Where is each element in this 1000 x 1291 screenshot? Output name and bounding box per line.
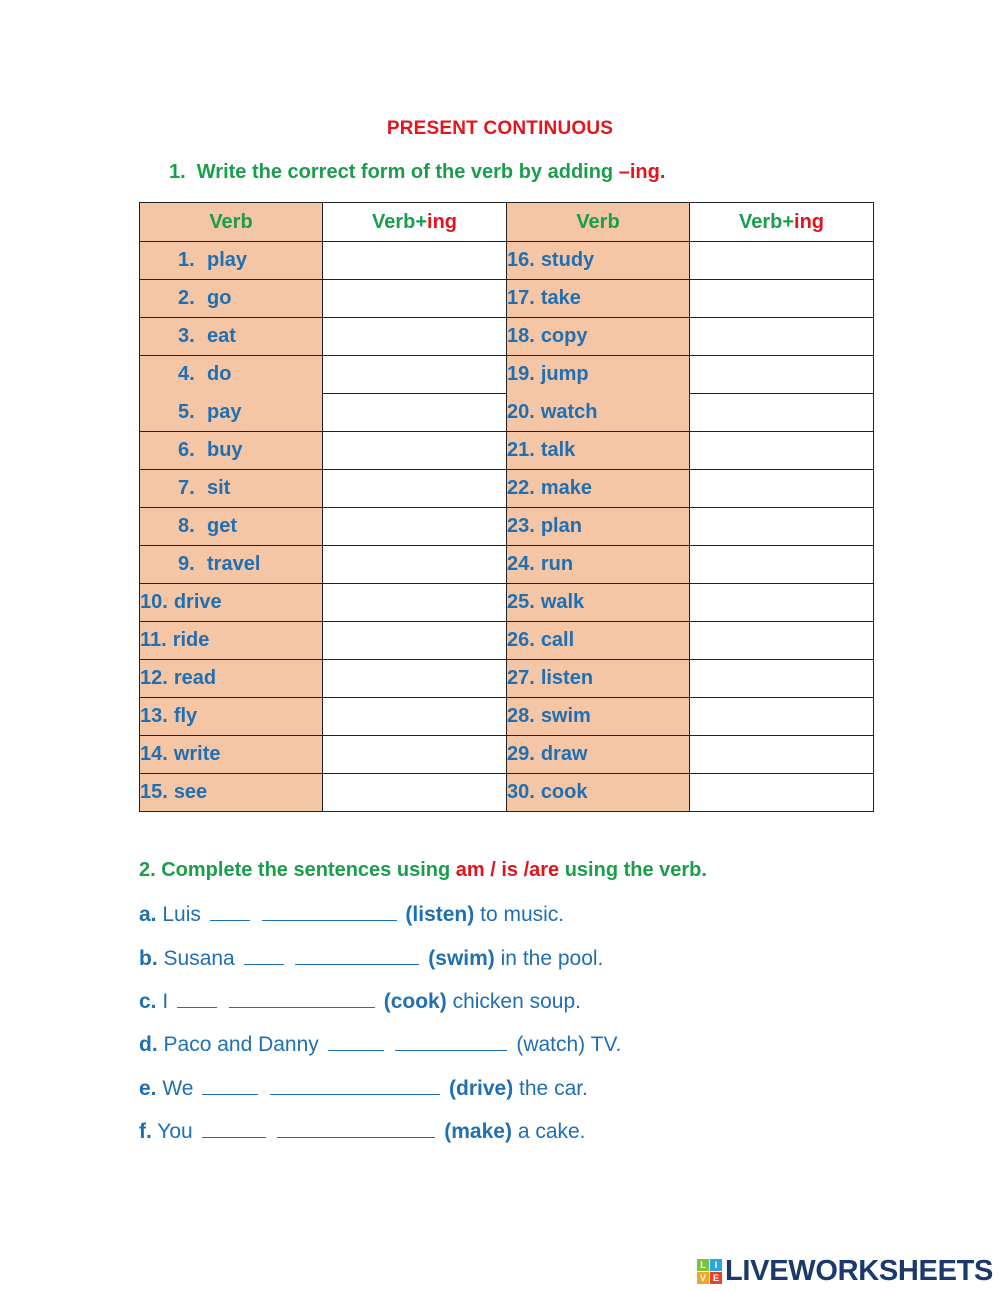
header-verbing-right: [690, 203, 874, 242]
verb-ing-input[interactable]: [690, 774, 873, 811]
verb-ing-input[interactable]: [323, 242, 506, 279]
verb-word: read: [173, 667, 217, 689]
answer-cell: [690, 470, 874, 508]
verb-word: watch: [540, 400, 598, 423]
sentence-letter: d.: [139, 1033, 158, 1056]
answer-cell: [323, 318, 507, 356]
sentence-letter: f.: [139, 1120, 152, 1143]
verb-ing-input[interactable]: [690, 470, 873, 507]
verb-number: 8.: [178, 515, 195, 537]
sentence-subject: We: [162, 1077, 194, 1100]
answer-cell: [690, 546, 874, 584]
verb-number: 17.: [507, 287, 535, 309]
verb-word: get: [207, 515, 237, 537]
verb-ing-input[interactable]: [690, 318, 873, 355]
sentence-letter: e.: [139, 1077, 157, 1100]
aux-blank-input[interactable]: [210, 902, 250, 921]
verb-number: 10.: [140, 591, 168, 613]
answer-cell: [690, 280, 874, 318]
verb-cell: [140, 356, 323, 394]
answer-cell: [690, 622, 874, 660]
verb-word: write: [173, 743, 221, 765]
sentence-rest: a cake.: [517, 1120, 586, 1143]
verb-hint: (listen): [405, 903, 475, 926]
answer-cell: [323, 356, 507, 394]
verb-cell: [140, 242, 323, 280]
answer-cell: [323, 242, 507, 280]
verb-number: 9.: [178, 553, 195, 575]
answer-cell: [323, 546, 507, 584]
verb-number: 7.: [178, 477, 195, 499]
answer-cell: [690, 318, 874, 356]
verb-ing-input[interactable]: [690, 660, 873, 697]
table-row: [140, 318, 874, 356]
verb-word: drive: [173, 591, 222, 613]
answer-cell: [323, 774, 507, 812]
verb-blank-input[interactable]: [229, 989, 375, 1008]
answer-cell: [690, 356, 874, 394]
verb-ing-input[interactable]: [690, 394, 873, 431]
sentence-item: [139, 946, 603, 971]
section2-instruction: [139, 859, 707, 882]
verb-ing-input[interactable]: [323, 432, 506, 469]
table-row: [140, 546, 874, 584]
verb-number: 13.: [140, 705, 168, 727]
verb-number: 5.: [178, 400, 195, 423]
verb-word: cook: [540, 781, 588, 803]
header-label: Verb: [576, 210, 620, 233]
table-row: [140, 584, 874, 622]
verb-hint: (drive): [449, 1077, 514, 1100]
verb-ing-input[interactable]: [690, 356, 873, 393]
verb-cell: [507, 242, 690, 280]
verb-number: 18.: [507, 325, 535, 347]
logo-letter-v: V: [697, 1272, 709, 1284]
liveworksheets-logo: [697, 1255, 993, 1288]
table-row: [140, 774, 874, 812]
header-verb-right: [507, 203, 690, 242]
verb-number: 11.: [140, 629, 167, 651]
sentence-item: [139, 902, 564, 927]
aux-blank-input[interactable]: [328, 1032, 384, 1051]
table-row: [140, 508, 874, 546]
sentence-subject: I: [162, 990, 169, 1013]
header-verbing-left: [323, 203, 507, 242]
answer-cell: [690, 584, 874, 622]
answer-cell: [690, 660, 874, 698]
verb-number: 12.: [140, 667, 168, 689]
verb-number: 21.: [507, 439, 535, 461]
answer-cell: [690, 394, 874, 432]
header-label: Verb+: [738, 210, 795, 233]
header-suffix: ing: [427, 210, 458, 233]
verb-cell: [507, 508, 690, 546]
sentence-subject: Paco and Danny: [163, 1033, 319, 1056]
verb-cell: [140, 280, 323, 318]
verb-ing-input[interactable]: [323, 508, 506, 545]
verb-ing-input[interactable]: [323, 356, 506, 393]
table-row: [140, 698, 874, 736]
instruction-period: .: [659, 161, 666, 183]
answer-cell: [323, 394, 507, 432]
verb-cell: [140, 736, 323, 774]
answer-cell: [323, 584, 507, 622]
verb-number: 25.: [507, 591, 535, 613]
sentence-subject: Susana: [163, 947, 235, 970]
verb-cell: [507, 356, 690, 394]
verb-ing-input[interactable]: [690, 280, 873, 317]
verb-number: 20.: [507, 400, 535, 423]
answer-cell: [323, 508, 507, 546]
answer-cell: [690, 432, 874, 470]
sentence-item: [139, 989, 581, 1014]
verb-word: call: [540, 629, 575, 651]
verb-blank-input[interactable]: [262, 902, 397, 921]
verb-cell: [140, 470, 323, 508]
table-row: [140, 736, 874, 774]
table-row: [140, 660, 874, 698]
verb-cell: [140, 432, 323, 470]
verb-cell: [507, 394, 690, 432]
logo-text: LIVEWORKSHEETS: [725, 1255, 994, 1287]
verb-cell: [507, 470, 690, 508]
sentence-item: [139, 1119, 586, 1144]
sentence-letter: c.: [139, 990, 157, 1013]
answer-cell: [690, 774, 874, 812]
verb-word: plan: [540, 515, 582, 537]
verb-cell: [507, 774, 690, 812]
verb-blank-input[interactable]: [277, 1119, 435, 1138]
sentence-letter: b.: [139, 947, 158, 970]
answer-cell: [690, 736, 874, 774]
verb-number: 1.: [178, 249, 195, 271]
verb-word: pay: [207, 400, 242, 423]
verb-blank-input[interactable]: [395, 1032, 507, 1051]
page-title: PRESENT CONTINUOUS: [386, 118, 614, 139]
verb-ing-input[interactable]: [323, 698, 506, 735]
aux-blank-input[interactable]: [244, 946, 284, 965]
table-row: [140, 432, 874, 470]
answer-cell: [323, 280, 507, 318]
verb-ing-input[interactable]: [690, 242, 873, 279]
verb-number: 22.: [507, 477, 535, 499]
verb-word: see: [173, 781, 208, 803]
verb-ing-input[interactable]: [690, 508, 873, 545]
verb-number: 23.: [507, 515, 535, 537]
verb-cell: [140, 546, 323, 584]
sentence-letter: a.: [139, 903, 157, 926]
verb-word: do: [207, 363, 232, 386]
verb-number: 14.: [140, 743, 168, 765]
verb-cell: [507, 736, 690, 774]
table-row: [140, 470, 874, 508]
verb-cell: [140, 394, 323, 432]
verb-word: make: [540, 477, 592, 499]
verb-word: go: [207, 287, 232, 309]
verb-cell: [507, 622, 690, 660]
verb-cell: [140, 660, 323, 698]
verb-word: play: [207, 249, 248, 271]
answer-cell: [323, 698, 507, 736]
instruction-text: 1. Write the correct form of the verb by adding: [169, 161, 619, 183]
logo-letter-e: E: [710, 1272, 722, 1284]
answer-cell: [690, 508, 874, 546]
verb-hint: (cook): [383, 990, 447, 1013]
verb-table: [139, 202, 874, 812]
verb-blank-input[interactable]: [270, 1076, 440, 1095]
verb-hint: (swim): [428, 947, 495, 970]
verb-ing-input[interactable]: [690, 546, 873, 583]
sentence-item: [139, 1032, 621, 1057]
verb-cell: [507, 584, 690, 622]
verb-ing-input[interactable]: [690, 736, 873, 773]
instruction-highlight: am / is /are: [455, 859, 560, 881]
verb-word: ride: [172, 629, 210, 651]
verb-word: jump: [540, 363, 589, 386]
verb-cell: [140, 698, 323, 736]
verb-number: 19.: [507, 363, 535, 386]
answer-cell: [690, 698, 874, 736]
verb-cell: [507, 280, 690, 318]
verb-cell: [140, 584, 323, 622]
verb-ing-input[interactable]: [323, 394, 506, 431]
aux-blank-input[interactable]: [202, 1076, 258, 1095]
header-verb-left: [140, 203, 323, 242]
verb-word: buy: [207, 439, 243, 461]
verb-hint: (make): [444, 1120, 512, 1143]
verb-word: travel: [207, 553, 261, 575]
verb-hint: (watch): [516, 1033, 586, 1056]
aux-blank-input[interactable]: [202, 1119, 266, 1138]
table-row: [140, 242, 874, 280]
table-row: [140, 622, 874, 660]
verb-word: walk: [540, 591, 585, 613]
verb-number: 3.: [178, 325, 195, 347]
verb-cell: [140, 508, 323, 546]
verb-cell: [507, 432, 690, 470]
verb-number: 28.: [507, 705, 535, 727]
section1-instruction: [169, 161, 665, 184]
table-row: [140, 280, 874, 318]
verb-ing-input[interactable]: [690, 698, 873, 735]
verb-cell: [140, 318, 323, 356]
logo-letter-i: I: [710, 1259, 722, 1271]
verb-number: 6.: [178, 439, 195, 461]
sentence-rest: in the pool.: [500, 947, 604, 970]
verb-ing-input[interactable]: [690, 432, 873, 469]
verb-word: listen: [540, 667, 594, 689]
verb-number: 29.: [507, 743, 535, 765]
verb-word: swim: [540, 705, 591, 727]
verb-word: talk: [540, 439, 576, 461]
header-suffix: ing: [794, 210, 825, 233]
sentence-rest: to music.: [480, 903, 565, 926]
table-row: [140, 394, 874, 432]
answer-cell: [323, 660, 507, 698]
verb-number: 24.: [507, 553, 535, 575]
verb-word: study: [540, 249, 595, 271]
answer-cell: [323, 622, 507, 660]
answer-cell: [323, 736, 507, 774]
sentence-subject: Luis: [162, 903, 201, 926]
verb-ing-input[interactable]: [323, 318, 506, 355]
header-label: Verb: [209, 210, 253, 233]
sentence-rest: the car.: [519, 1077, 588, 1100]
sentence-subject: You: [157, 1120, 193, 1143]
verb-word: copy: [540, 325, 588, 347]
verb-number: 30.: [507, 781, 535, 803]
verb-ing-input[interactable]: [690, 584, 873, 621]
verb-ing-input[interactable]: [323, 584, 506, 621]
table-row: [140, 356, 874, 394]
verb-cell: [507, 318, 690, 356]
verb-cell: [507, 660, 690, 698]
logo-icon: [697, 1259, 722, 1284]
verb-blank-input[interactable]: [295, 946, 419, 965]
verb-number: 15.: [140, 781, 168, 803]
verb-cell: [507, 546, 690, 584]
verb-number: 2.: [178, 287, 195, 309]
verb-number: 4.: [178, 363, 195, 386]
verb-word: draw: [540, 743, 588, 765]
answer-cell: [690, 242, 874, 280]
verb-ing-input[interactable]: [323, 774, 506, 811]
sentence-item: [139, 1076, 588, 1101]
verb-ing-input[interactable]: [323, 622, 506, 659]
answer-cell: [323, 470, 507, 508]
verb-word: fly: [173, 705, 198, 727]
verb-number: 26.: [507, 629, 535, 651]
verb-word: run: [540, 553, 574, 575]
header-label: Verb+: [371, 210, 428, 233]
instruction-highlight: –ing: [618, 161, 660, 183]
verb-word: take: [540, 287, 581, 309]
verb-ing-input[interactable]: [323, 660, 506, 697]
aux-blank-input[interactable]: [177, 989, 217, 1008]
verb-number: 16.: [507, 249, 535, 271]
instruction-suffix: using the verb.: [559, 859, 707, 881]
table-header-row: [140, 203, 874, 242]
verb-cell: [140, 622, 323, 660]
verb-ing-input[interactable]: [323, 280, 506, 317]
verb-ing-input[interactable]: [690, 622, 873, 659]
verb-cell: [507, 698, 690, 736]
sentence-rest: TV.: [590, 1033, 622, 1056]
answer-cell: [323, 432, 507, 470]
verb-ing-input[interactable]: [323, 470, 506, 507]
verb-word: eat: [207, 325, 236, 347]
logo-letter-l: L: [697, 1259, 709, 1271]
verb-ing-input[interactable]: [323, 546, 506, 583]
sentence-rest: chicken soup.: [452, 990, 581, 1013]
instruction-text: 2. Complete the sentences using: [139, 859, 456, 881]
verb-word: sit: [207, 477, 231, 499]
verb-ing-input[interactable]: [323, 736, 506, 773]
verb-cell: [140, 774, 323, 812]
verb-number: 27.: [507, 667, 535, 689]
